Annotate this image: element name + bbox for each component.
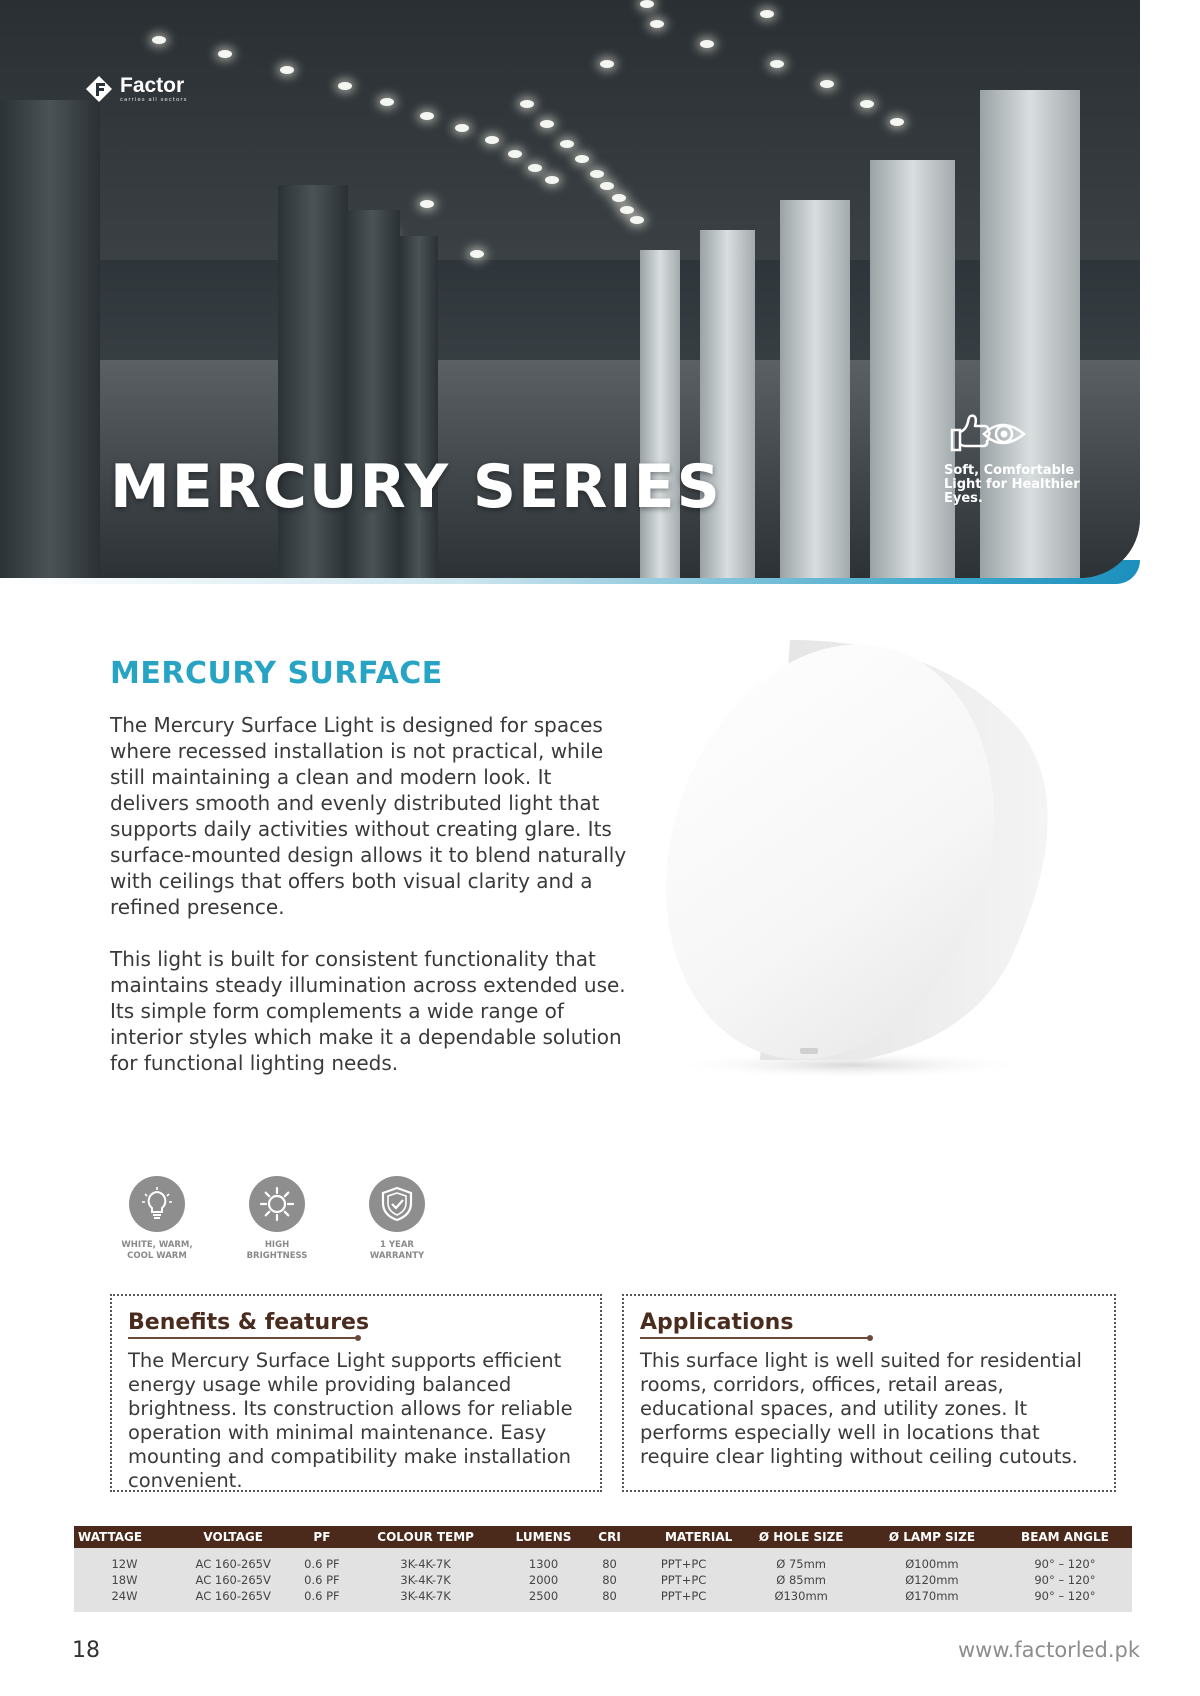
shield-check-icon xyxy=(379,1185,415,1223)
spec-header-cell: PF xyxy=(291,1526,352,1548)
ceiling-light xyxy=(560,140,574,148)
spec-cell: 90° – 120° xyxy=(998,1572,1132,1588)
pillar xyxy=(700,230,755,578)
badge-line-2: Light for Healthier xyxy=(944,477,1080,492)
spec-header-cell: MATERIAL xyxy=(631,1526,736,1548)
ceiling-light xyxy=(380,98,394,106)
spec-cell: Ø100mm xyxy=(866,1556,998,1572)
spec-cell: PPT+PC xyxy=(631,1572,736,1588)
ceiling-light xyxy=(890,118,904,126)
ceiling-light xyxy=(420,112,434,120)
badge-line-3: Eyes. xyxy=(944,491,983,506)
spec-cell: 0.6 PF xyxy=(291,1556,352,1572)
spec-row xyxy=(74,1556,1132,1572)
pillar xyxy=(780,200,850,578)
spec-cell: 2000 xyxy=(499,1572,588,1588)
spec-spacer-row xyxy=(74,1548,1132,1556)
feature-1-line-1: WHITE, WARM, xyxy=(121,1240,193,1250)
pillar xyxy=(0,100,100,578)
sun-icon xyxy=(258,1185,296,1223)
spec-cell: 1300 xyxy=(499,1556,588,1572)
spec-cell: 3K-4K-7K xyxy=(352,1572,499,1588)
feature-2-line-1: HIGH xyxy=(264,1240,290,1250)
feature-3-line-1: 1 YEAR xyxy=(380,1240,414,1250)
badge-line-1: Soft, Comfortable xyxy=(944,463,1075,478)
spec-cell: 3K-4K-7K xyxy=(352,1556,499,1572)
spec-header-cell: WATTAGE xyxy=(74,1526,175,1548)
spec-cell: PPT+PC xyxy=(631,1588,736,1604)
ceiling-light xyxy=(420,200,434,208)
spec-cell: AC 160-265V xyxy=(175,1588,292,1604)
ceiling-light xyxy=(600,182,614,190)
spec-header-cell: Ø LAMP SIZE xyxy=(866,1526,998,1548)
feature-3-line-2: WARRANTY xyxy=(369,1251,425,1261)
spec-cell: 80 xyxy=(588,1572,631,1588)
spec-cell: 90° – 120° xyxy=(998,1588,1132,1604)
spec-cell: 3K-4K-7K xyxy=(352,1588,499,1604)
ceiling-light xyxy=(528,164,542,172)
ceiling-light xyxy=(700,40,714,48)
spec-row xyxy=(74,1572,1132,1588)
pillar xyxy=(400,236,438,578)
ceiling-light xyxy=(860,100,874,108)
ceiling-light xyxy=(575,155,589,163)
ceiling-light xyxy=(508,150,522,158)
spec-cell: 24W xyxy=(74,1588,175,1604)
spec-header-cell: Ø HOLE SIZE xyxy=(736,1526,866,1548)
spec-spacer-row xyxy=(74,1604,1132,1612)
feature-brightness xyxy=(232,1176,322,1262)
description-paragraph-2: This light is built for consistent functionality that maintains steady illumination across extended use. Its simple form complements a wide range of interior styles which make it a dependable solution for functional lighting needs. xyxy=(110,947,626,1075)
spec-header-cell: VOLTAGE xyxy=(175,1526,292,1548)
hero-ceiling xyxy=(0,0,1140,260)
brand-name: Factor xyxy=(120,74,185,97)
ceiling-light xyxy=(770,60,784,68)
feature-colour-options xyxy=(112,1176,202,1262)
ceiling-light xyxy=(455,124,469,132)
spec-cell: 80 xyxy=(588,1556,631,1572)
spec-cell: 0.6 PF xyxy=(291,1588,352,1604)
ceiling-light xyxy=(152,36,166,44)
brand-tagline: carries all sectors xyxy=(120,97,188,103)
ceiling-light xyxy=(640,0,654,8)
spec-header-row xyxy=(74,1526,1132,1548)
feature-warranty xyxy=(352,1176,442,1262)
ceiling-light xyxy=(760,10,774,18)
website-url: www.factorled.pk xyxy=(958,1638,1141,1662)
product-title: MERCURY SURFACE xyxy=(110,656,443,691)
brand-logo xyxy=(84,74,187,104)
spec-header-cell: COLOUR TEMP xyxy=(352,1526,499,1548)
ceiling-light xyxy=(600,60,614,68)
hero-title: MERCURY SERIES xyxy=(110,452,722,522)
spec-cell: 90° – 120° xyxy=(998,1556,1132,1572)
ceiling-light xyxy=(520,100,534,108)
hero-banner xyxy=(0,0,1140,578)
spec-header-cell: CRI xyxy=(588,1526,631,1548)
applications-underline xyxy=(640,1337,870,1339)
ceiling-light xyxy=(545,176,559,184)
spec-cell: Ø 75mm xyxy=(736,1556,866,1572)
spec-cell: Ø130mm xyxy=(736,1588,866,1604)
spec-cell: 18W xyxy=(74,1572,175,1588)
benefits-underline xyxy=(128,1337,358,1339)
spec-cell: Ø170mm xyxy=(866,1588,998,1604)
bulb-icon xyxy=(139,1186,175,1222)
page-number: 18 xyxy=(72,1638,100,1663)
spec-body xyxy=(74,1548,1132,1612)
specification-table xyxy=(74,1526,1132,1612)
applications-box xyxy=(622,1294,1116,1492)
pillar xyxy=(870,160,955,578)
ceiling-light xyxy=(612,194,626,202)
spec-cell: AC 160-265V xyxy=(175,1556,292,1572)
pillar xyxy=(640,250,680,578)
ceiling-light xyxy=(338,82,352,90)
benefits-text: The Mercury Surface Light supports efficient energy usage while providing balanced brightness. Its construction allows for reliable operation with minimal maintenance. Easy mounting and compatibility make installation convenient. xyxy=(128,1349,573,1492)
spec-header-cell: BEAM ANGLE xyxy=(998,1526,1132,1548)
spec-cell: Ø 85mm xyxy=(736,1572,866,1588)
spec-header-cell: LUMENS xyxy=(499,1526,588,1548)
benefits-title: Benefits & features xyxy=(128,1310,370,1335)
thumbs-up-eye-icon xyxy=(944,408,1034,456)
ceiling-light xyxy=(218,50,232,58)
spec-cell: 0.6 PF xyxy=(291,1572,352,1588)
applications-text: This surface light is well suited for residential rooms, corridors, offices, retail areas, educational spaces, and utility zones. It performs especially well in locations that require clear lighting without ceiling cutouts. xyxy=(640,1349,1082,1468)
pillar xyxy=(345,210,400,578)
applications-title: Applications xyxy=(640,1310,794,1335)
hero-badge xyxy=(944,408,1094,506)
spec-cell: 80 xyxy=(588,1588,631,1604)
spec-cell: 2500 xyxy=(499,1588,588,1604)
feature-1-line-2: COOL WARM xyxy=(127,1251,187,1261)
ceiling-light xyxy=(540,120,554,128)
ceiling-light xyxy=(470,250,484,258)
spec-row xyxy=(74,1588,1132,1604)
ceiling-light xyxy=(630,216,644,224)
description-paragraph-1: The Mercury Surface Light is designed for spaces where recessed installation is not practical, while still maintaining a clean and modern look. It delivers smooth and evenly distributed light that supports daily activities without creating glare. Its surface-mounted design allows it to blend naturally with ceilings that offers both visual clarity and a refined presence. xyxy=(110,713,627,919)
ceiling-light xyxy=(820,80,834,88)
mercury-surface-light-image xyxy=(640,620,1080,1090)
benefits-box xyxy=(110,1294,602,1492)
spec-cell: AC 160-265V xyxy=(175,1572,292,1588)
ceiling-light xyxy=(650,20,664,28)
ceiling-light xyxy=(485,136,499,144)
ceiling-light xyxy=(590,170,604,178)
spec-cell: Ø120mm xyxy=(866,1572,998,1588)
feature-2-line-2: BRIGHTNESS xyxy=(246,1251,308,1261)
spec-cell: 12W xyxy=(74,1556,175,1572)
feature-icons xyxy=(112,1176,442,1262)
product-description xyxy=(110,712,630,1102)
factor-logo-icon xyxy=(84,74,114,104)
ceiling-light xyxy=(280,66,294,74)
spec-cell: PPT+PC xyxy=(631,1556,736,1572)
ceiling-light xyxy=(620,206,634,214)
